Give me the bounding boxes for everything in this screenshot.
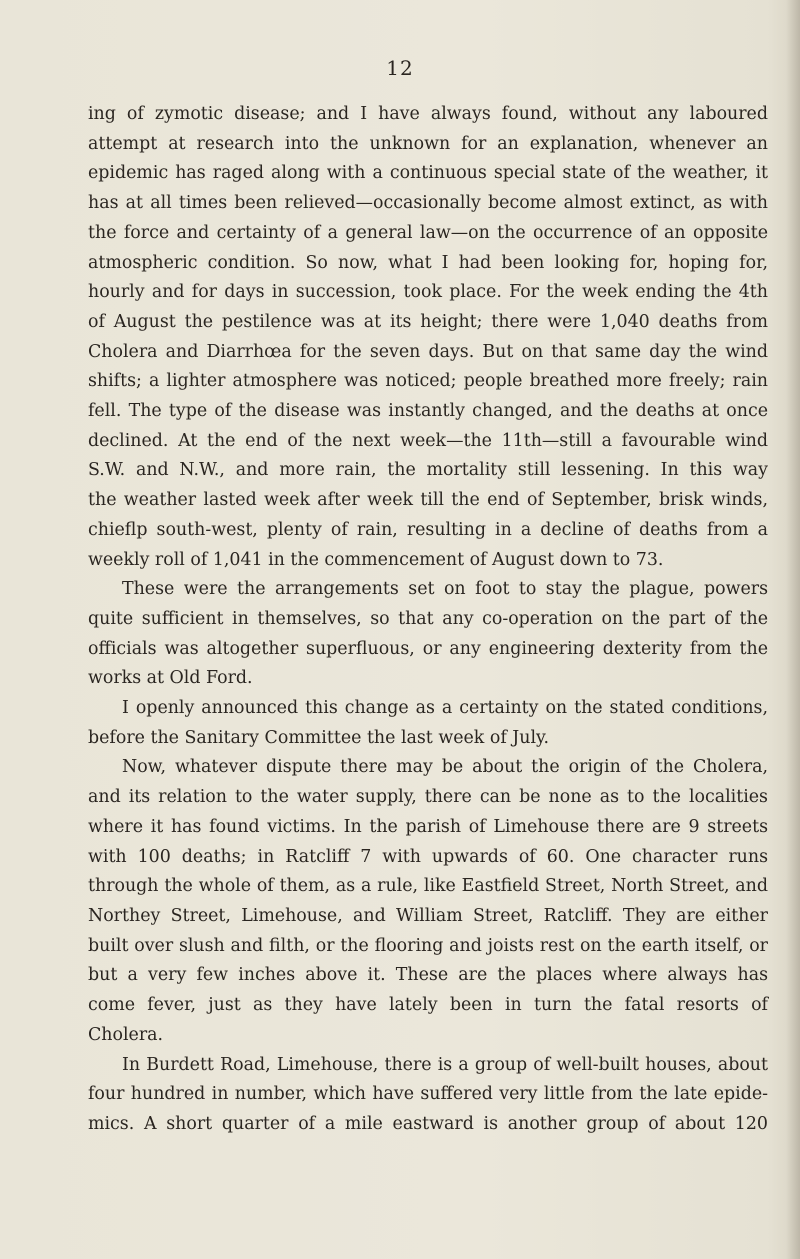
page-number: 12 [386, 56, 414, 80]
text-line: with 100 deaths; in Ratcliff 7 with upwards of 60. One character runs [88, 846, 768, 867]
page-edge-shadow [786, 0, 800, 1259]
text-line: before the Sanitary Committee the last week of July. [88, 727, 550, 748]
text-line: of August the pestilence was at its height; there were 1,040 deaths from [88, 311, 768, 332]
body-text [88, 100, 768, 1140]
text-line: epidemic has raged along with a continuous special state of the weather, it [88, 163, 768, 184]
text-line: through the whole of them, as a rule, like Eastfield Street, North Street, and [88, 876, 768, 897]
text-line: come fever, just as they have lately been in turn the fatal resorts of [88, 995, 768, 1016]
text-line: I openly announced this change as a certainty on the stated conditions, [122, 698, 768, 719]
text-line: but a very few inches above it. These are the places where always has [88, 965, 768, 986]
text-line: and its relation to the water supply, there can be none as to the localities [88, 787, 768, 808]
text-line: four hundred in number, which have suffered very little from the late epide- [88, 1084, 768, 1105]
text-line: shifts; a lighter atmosphere was noticed; people breathed more freely; rain [88, 371, 768, 392]
text-line: Now, whatever dispute there may be about the origin of the Cholera, [122, 757, 768, 778]
text-line: chieflp south-west, plenty of rain, resulting in a decline of deaths from a [88, 519, 768, 540]
text-line: the weather lasted week after week till the end of September, brisk winds, [88, 490, 768, 511]
text-line: built over slush and filth, or the flooring and joists rest on the earth itself, or [88, 935, 768, 956]
text-line: mics. A short quarter of a mile eastward is another group of about 120 [88, 1113, 768, 1134]
text-line: S.W. and N.W., and more rain, the mortality still lessening. In this way [88, 460, 768, 481]
text-line: Cholera. [88, 1024, 164, 1045]
text-line: fell. The type of the disease was instantly changed, and the deaths at once [88, 401, 768, 422]
text-line: hourly and for days in succession, took place. For the week ending the 4th [88, 282, 768, 303]
text-line: quite sufficient in themselves, so that any co-operation on the part of the [88, 608, 768, 629]
text-line: Cholera and Diarrhœa for the seven days. But on that same day the wind [88, 341, 768, 362]
text-line: works at Old Ford. [88, 668, 253, 689]
text-line: officials was altogether superfluous, or any engineering dexterity from the [88, 638, 768, 659]
text-line: where it has found victims. In the parish of Limehouse there are 9 streets [88, 816, 768, 837]
text-line: Northey Street, Limehouse, and William Street, Ratcliff. They are either [88, 905, 768, 926]
text-line: atmospheric condition. So now, what I had been looking for, hoping for, [88, 252, 768, 273]
text-line: attempt at research into the unknown for an explanation, whenever an [88, 133, 768, 154]
text-line: ing of zymotic disease; and I have always found, without any laboured [88, 104, 768, 124]
text-line: the force and certainty of a general law—on the occurrence of an opposite [88, 222, 768, 243]
text-line: has at all times been relieved—occasionally become almost extinct, as with [88, 193, 768, 214]
text-line: In Burdett Road, Limehouse, there is a group of well-built houses, about [122, 1054, 768, 1075]
text-line: These were the arrangements set on foot to stay the plague, powers [122, 579, 768, 600]
text-line: declined. At the end of the next week—the 11th—still a favourable wind [88, 430, 768, 451]
text-line: weekly roll of 1,041 in the commencement of August down to 73. [88, 549, 664, 570]
